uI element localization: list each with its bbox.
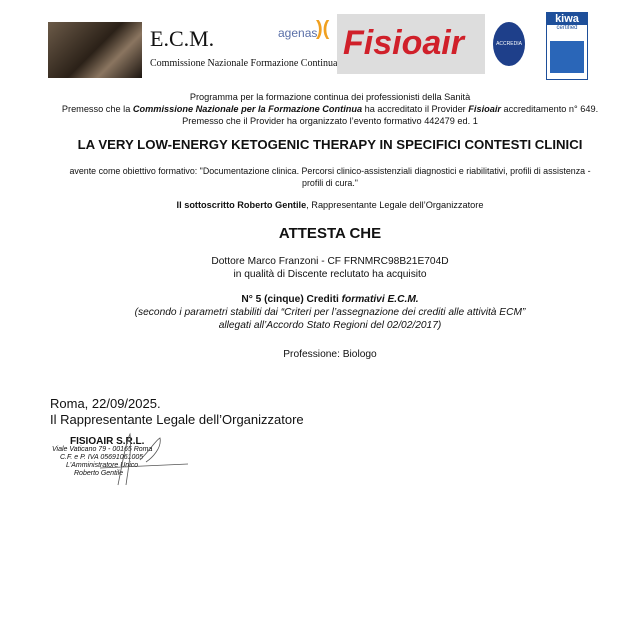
intro-line-3: Premesso che il Provider ha organizzato l’evento formativo 442479 ed. 1: [182, 116, 478, 126]
handwritten-signature: [60, 430, 200, 490]
fisioair-logo: Fisioair: [337, 14, 485, 74]
ecm-logo-subtitle: Commissione Nazionale Formazione Continua: [150, 58, 338, 69]
intro-line-2: Premesso che la Commissione Nazionale per la Formazione Continua ha accreditato il Provider Fisioair accreditamento n° 649.: [61, 104, 599, 114]
ecm-painting-logo: [48, 22, 142, 78]
credits-line-1: N° 5 (cinque) Crediti formativi E.C.M.: [241, 294, 419, 305]
agenas-logo: agenas.: [278, 26, 321, 40]
objective-line-2: profili di cura.": [302, 178, 358, 188]
company-stamp: FISIOAIR S.R.L. Viale Vaticano 79 - 00165 Roma C.F. e P. IVA 05691061005 L'Amministratore Unico Roberto Gentile: [52, 436, 153, 477]
intro-line-1: Programma per la formazione continua dei professionisti della Sanità: [189, 92, 471, 102]
header-logos: [0, 0, 640, 90]
credits-line-3: allegati all’Accordo Stato Regioni del 02/02/2017): [218, 320, 442, 331]
participant-line-2: in qualità di Discente reclutato ha acquisito: [233, 269, 427, 280]
footer-signature-block: [50, 396, 304, 428]
profession: Professione: Biologo: [283, 349, 377, 360]
objective-line-1: avente come obiettivo formativo: "Documentazione clinica. Percorsi clinico-assistenziali diagnostici e riabilitativi, profili di assistenza -: [69, 166, 591, 176]
place-date: Roma, 22/09/2025.: [50, 396, 161, 411]
participant-line-1: Dottore Marco Franzoni - CF FRNMRC98B21E704D: [211, 256, 449, 267]
credits-line-2: (secondo i parametri stabiliti dai “Criteri per l’assegnazione dei crediti alle attività ECM”: [134, 307, 526, 318]
agenas-mark-icon: )(: [316, 18, 330, 40]
legal-representative-label: Il Rappresentante Legale dell’Organizzatore: [50, 412, 304, 427]
signatory-line: Il sottoscritto Roberto Gentile, Rappresentante Legale dell’Organizzatore: [176, 200, 484, 210]
ecm-logo-title: E.C.M.: [150, 26, 215, 51]
kiwa-logo: kiwa certified: [546, 12, 588, 80]
accredia-logo: ACCREDIA: [493, 22, 525, 66]
event-title: LA VERY LOW-ENERGY KETOGENIC THERAPY IN SPECIFICI CONTESTI CLINICI: [77, 137, 583, 152]
attesta-heading: ATTESTA CHE: [278, 225, 382, 242]
